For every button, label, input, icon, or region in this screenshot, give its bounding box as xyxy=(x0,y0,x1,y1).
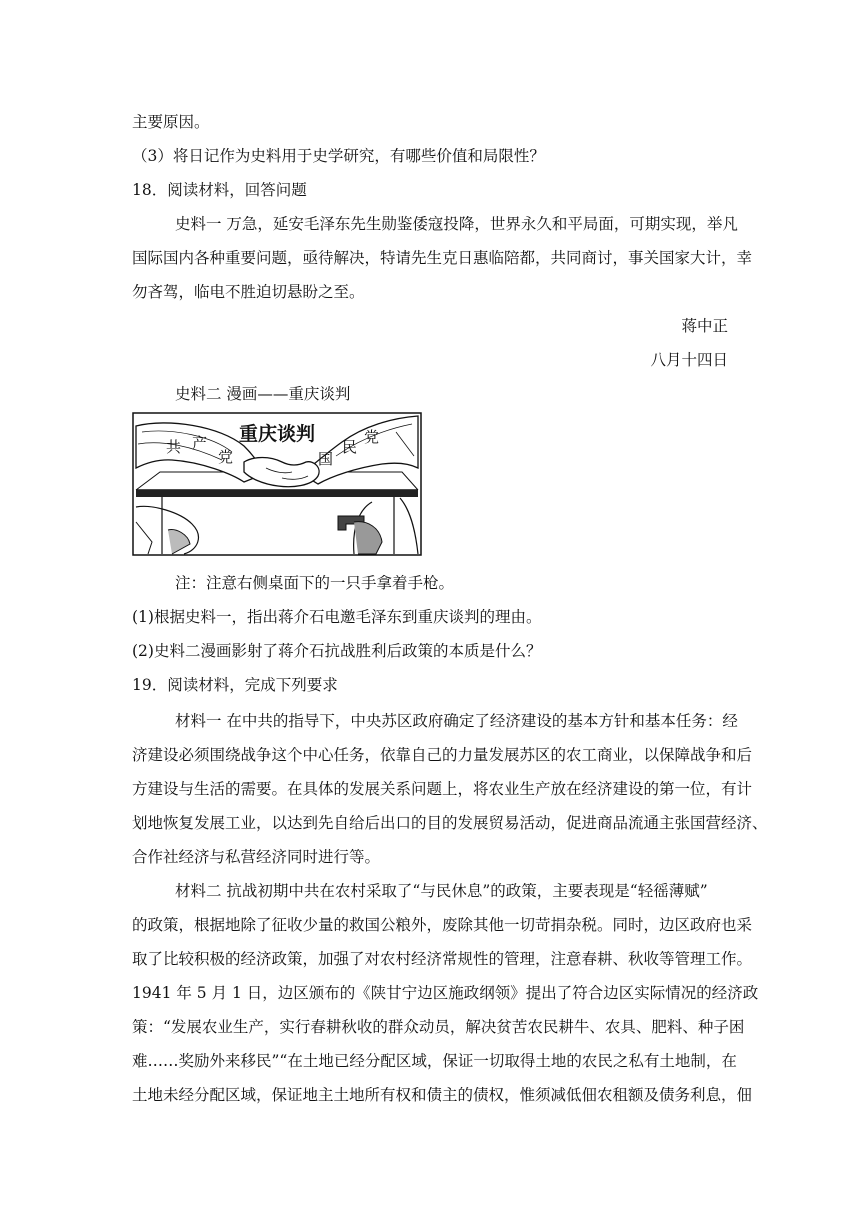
material-2-line: 策：“发展农业生产，实行春耕秋收的群众动员，解决贫苦农民耕牛、农具、肥料、种子困 xyxy=(132,1018,745,1036)
question-18-heading: 18．阅读材料，回答问题 xyxy=(132,181,307,199)
material-1-line: 材料一 在中共的指导下，中央苏区政府确定了经济建设的基本方针和基本任务：经 xyxy=(175,712,738,730)
cartoon-title: 重庆谈判 xyxy=(238,423,316,445)
signature: 蒋中正 xyxy=(681,317,728,335)
question-19-heading: 19．阅读材料，完成下列要求 xyxy=(132,676,338,694)
material-2-line: 土地未经分配区域，保证地主土地所有权和债主的债权，惟须减低佃农租额及债务利息，佃 xyxy=(132,1086,753,1104)
text-line: 主要原因。 xyxy=(132,113,210,131)
source-1-line: 国际国内各种重要问题，亟待解决，特请先生克日惠临陪都，共同商讨，事关国家大计，幸 xyxy=(132,249,753,267)
source-1-line: 史料一 万急，延安毛泽东先生勋鉴倭寇投降，世界永久和平局面，可期实现，举凡 xyxy=(175,215,738,233)
material-2-line: 取了比较积极的经济政策，加强了对农村经济常规性的管理，注意春耕、秋收等管理工作。 xyxy=(132,950,753,968)
cartoon-note: 注：注意右侧桌面下的一只手拿着手枪。 xyxy=(175,574,455,592)
date: 八月十四日 xyxy=(650,351,728,369)
sleeve-label: 党 xyxy=(218,448,234,466)
source-1-line: 勿吝驾，临电不胜迫切悬盼之至。 xyxy=(132,283,365,301)
question-3: （3）将日记作为史料用于史学研究，有哪些价值和局限性？ xyxy=(132,147,545,165)
question-18-1: (1)根据史料一，指出蒋介石电邀毛泽东到重庆谈判的理由。 xyxy=(132,608,542,626)
material-1-line: 合作社经济与私营经济同时进行等。 xyxy=(132,848,381,866)
material-2-line: 的政策，根据地除了征收少量的救国公粮外，废除其他一切苛捐杂税。同时，边区政府也采 xyxy=(132,916,753,934)
sleeve-label: 国 xyxy=(318,450,334,468)
material-2-line: 材料二 抗战初期中共在农村采取了“与民休息”的政策，主要表现是“轻徭薄赋” xyxy=(175,882,708,900)
material-1-line: 划地恢复发展工业，以达到先自给后出口的目的发展贸易活动，促进商品流通主张国营经济、 xyxy=(132,814,768,832)
sleeve-label: 党 xyxy=(364,428,380,446)
material-2-line: 难……奖励外来移民”“在土地已经分配区域，保证一切取得土地的农民之私有土地制，在 xyxy=(132,1052,737,1070)
question-18-2: (2)史料二漫画影射了蒋介石抗战胜利后政策的本质是什么？ xyxy=(132,642,542,660)
material-1-line: 方建设与生活的需要。在具体的发展关系问题上，将农业生产放在经济建设的第一位，有计 xyxy=(132,780,753,798)
cartoon-image xyxy=(132,412,422,556)
sleeve-label: 共 xyxy=(166,438,182,456)
sleeve-label: 民 xyxy=(342,438,358,456)
source-2-caption: 史料二 漫画——重庆谈判 xyxy=(175,385,351,403)
material-1-line: 济建设必须围绕战争这个中心任务，依靠自己的力量发展苏区的农工商业，以保障战争和后 xyxy=(132,746,753,764)
sleeve-label: 产 xyxy=(192,434,208,452)
material-2-line: 1941 年 5 月 1 日，边区颁布的《陕甘宁边区施政纲领》提出了符合边区实际情况的经济政 xyxy=(132,984,759,1002)
